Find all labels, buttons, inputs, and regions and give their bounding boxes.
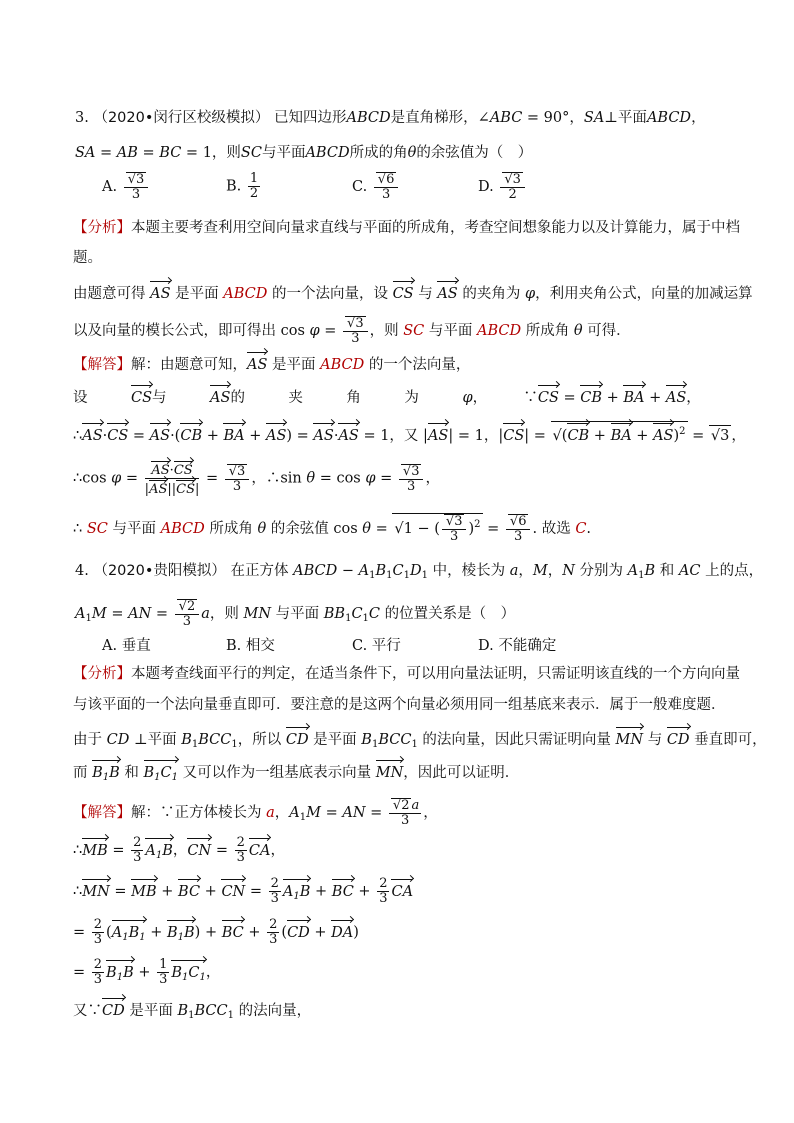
q3-analysis-line1 (73, 218, 740, 238)
q4-stem-line1: 4. （2020•贵阳模拟） 在正方体 ABCD − $A_1B_1C_1D_1$ 中，棱长为 a，M，N 分别为 $A_1B$ 和 AC 上的点， (75, 563, 764, 581)
q3-analysis-tag: 【分析】 (73, 220, 131, 236)
q3-analysis-text1: 本题主要考查利用空间向量求直线与平面的所成角，考查空间想象能力以及计算能力，属于中档 (131, 220, 740, 236)
q4-option-d[interactable]: D. 不能确定 (478, 638, 557, 654)
q3-solution-line1: 【解答】解：由题意可知，AS 是平面 ABCD 的一个法向量， (73, 351, 470, 375)
q4-analysis-text1: 本题考查线面平行的判定，在适当条件下，可以用向量法证明，只需证明该直线的一个方向向量 (131, 666, 740, 682)
q4-solution-tag: 【解答】 (73, 805, 131, 821)
q4-analysis-line2: 与该平面的一个法向量垂直即可．要注意的是这两个向量必须用同一组基底来表示．属于一般难度题． (73, 697, 726, 713)
q4-solution-line5: = $\frac{2}{3}$ $B_1B$ + $\frac{1}{3}$ $B_1C_1$， (73, 957, 221, 987)
q3-stem-line1: 3. （2020•闵行区校级模拟） 已知四边形ABCD是直角梯形，∠ABC = 90°，SA⊥平面ABCD， (75, 110, 706, 126)
q4-source: （2020•贵阳模拟） (93, 563, 226, 579)
q4-analysis-tag: 【分析】 (73, 666, 131, 682)
q3-source: （2020•闵行区校级模拟） (93, 110, 270, 126)
q4-solution-line1: 【解答】解：∵正方体棱长为 a，$A_1M$ = AN = √ $\frac{2 a}{3}$ ， (73, 798, 438, 828)
q3-analysis-line3: 由题意可得 AS 是平面 ABCD 的一个法向量，设 CS 与 AS 的夹角为 φ，利用夹角公式，向量的加减运算 (73, 280, 753, 304)
q4-analysis-line1 (73, 664, 740, 684)
q3-solution-line3: ∴AS·CS = AS·(CB + BA + AS) = AS·AS = 1，又 |AS| = 1，|CS| = √ (CB + BA + AS)$^2$ = √ 3 ， (73, 421, 746, 446)
q3-solution-line5: ∴ SC 与平面 ABCD 所成角 θ 的余弦值 cos θ = √ 1 − ( √ $\frac{3}{3}$ )$^2$ = √ $\frac{6}{3}$ . 故选 C. (73, 513, 591, 544)
q4-analysis-line4: 而 $B_1B$ 和 $B_1C_1$ 又可以作为一组基底表示向量 MN，因此可以证明． (73, 759, 519, 788)
q3-option-d[interactable]: D. √ $\frac{3}{2}$ (478, 172, 527, 202)
q4-option-a[interactable]: A. 垂直 (102, 638, 151, 654)
q4-option-b[interactable]: B. 相交 (226, 638, 275, 654)
q3-number: 3. (75, 110, 89, 126)
q3-solution-tag: 【解答】 (73, 357, 131, 373)
q3-stem-line2: SA = AB = BC = 1，则SC与平面ABCD所成的角θ的余弦值为（ ） (75, 145, 533, 161)
q4-stem-line2: $A_1M$ = AN = √ $\frac{2}{3}$ a，则 MN 与平面 $BB_1C_1C$ 的位置关系是（ ） (75, 599, 515, 629)
q4-solution-line4: = $\frac{2}{3}$ $(A_1B_1 + B_1B)$ + BC + $\frac{2}{3}$ (CD + DA) (73, 917, 359, 947)
q3-solution-line4: ∴cos φ = $\frac{AS\cdot CS}{|AS||CS|}$ = √ $\frac{3}{3}$ ，∴sin θ = cos φ = √ $\frac{3}{3}$ ， (73, 460, 440, 497)
q4-solution-line3: ∴MN = MB + BC + CN = $\frac{2}{3}$ $A_1B$ + BC + $\frac{2}{3}$ CA (73, 876, 414, 906)
q3-analysis-line4: 以及向量的模长公式，即可得出 cos φ = √ $\frac{3}{3}$ ，则 SC 与平面 ABCD 所成角 θ 可得． (73, 316, 631, 346)
q4-solution-line6: 又∵CD 是平面 $B_1BCC_1$ 的法向量， (73, 997, 311, 1026)
q3-solution-line2: 设 CS与 AS的 夹 角 为 φ， ∵CS = CB + BA + AS， (73, 384, 701, 408)
q3-option-c[interactable]: C. √ $\frac{6}{3}$ (352, 172, 400, 202)
q4-analysis-line3: 由于 CD ⊥平面 $B_1BCC_1$，所以 CD 是平面 $B_1BCC_1$ 的法向量，因此只需证明向量 MN 与 CD 垂直即可， (73, 726, 767, 755)
q4-option-c[interactable]: C. 平行 (352, 638, 401, 654)
q4-solution-line2: ∴MB = $\frac{2}{3}$ $A_1B$，CN = $\frac{2}{3}$ CA， (73, 835, 285, 865)
q3-option-b[interactable]: B. $\frac{1}{2}$ (226, 171, 259, 201)
q4-number: 4. (75, 563, 89, 579)
q3-option-a[interactable]: A. √ $\frac{3}{3}$ (102, 172, 150, 202)
q3-analysis-line2: 题。 (73, 250, 102, 266)
